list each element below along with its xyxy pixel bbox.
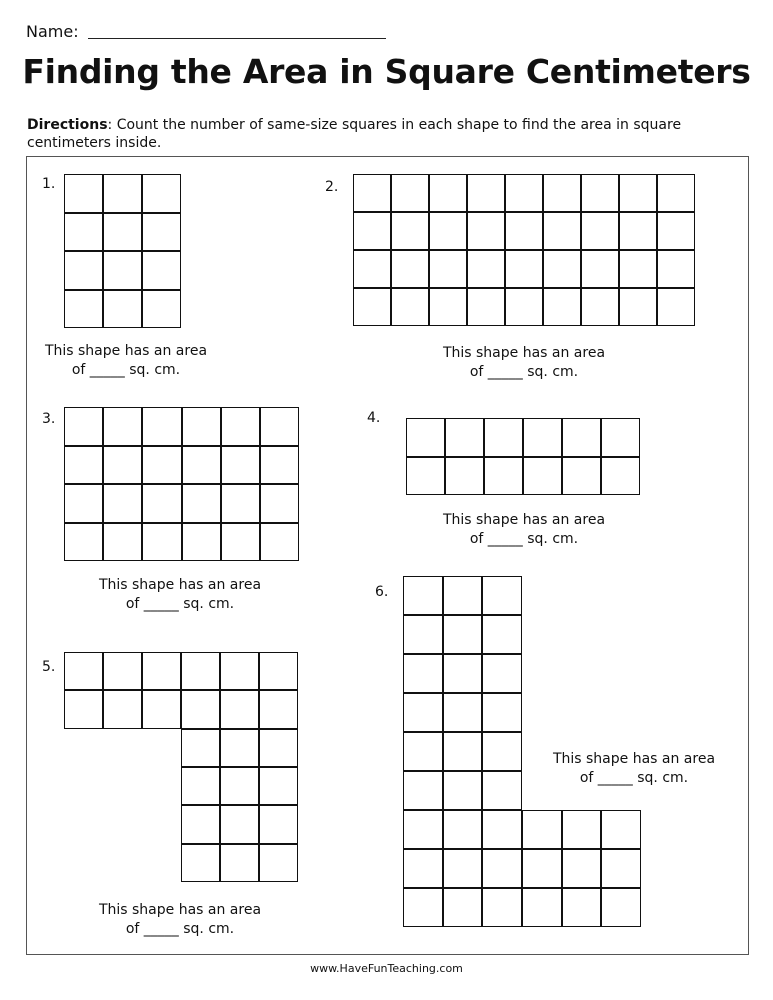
problem-2-grid — [353, 174, 695, 326]
grid-square — [220, 652, 259, 690]
grid-square — [142, 690, 181, 728]
grid-square — [64, 251, 103, 290]
caption-line-2: of _____ sq. cm. — [71, 362, 181, 378]
grid-blank — [64, 767, 103, 805]
grid-blank — [601, 576, 641, 615]
grid-square — [429, 288, 467, 326]
grid-square — [142, 484, 181, 523]
grid-square — [522, 849, 562, 888]
grid-square — [64, 407, 103, 446]
problem-1-grid — [64, 174, 181, 328]
grid-square — [182, 446, 221, 485]
grid-square — [259, 729, 298, 767]
grid-square — [406, 418, 445, 457]
caption-line-1: This shape has an area — [552, 751, 716, 767]
directions-text: : Count the number of same-size squares in each shape to find the area in square centimeters inside. — [27, 117, 682, 151]
grid-square — [445, 418, 484, 457]
grid-square — [64, 690, 103, 728]
grid-blank — [103, 844, 142, 882]
grid-square — [543, 288, 581, 326]
grid-blank — [64, 805, 103, 843]
grid-square — [103, 446, 142, 485]
grid-square — [482, 693, 522, 732]
grid-square — [467, 250, 505, 288]
grid-blank — [142, 729, 181, 767]
grid-square — [443, 771, 483, 810]
grid-square — [403, 576, 443, 615]
grid-square — [482, 771, 522, 810]
caption-line-1: This shape has an area — [442, 512, 606, 528]
footer-url: www.HaveFunTeaching.com — [310, 962, 463, 975]
grid-square — [353, 212, 391, 250]
problem-4-caption — [424, 511, 624, 549]
grid-square — [443, 615, 483, 654]
grid-square — [443, 654, 483, 693]
grid-square — [505, 250, 543, 288]
grid-square — [403, 888, 443, 927]
problem-5-number: 5. — [42, 659, 56, 675]
caption-line-1: This shape has an area — [98, 902, 262, 918]
grid-square — [482, 732, 522, 771]
caption-line-2: of _____ sq. cm. — [469, 364, 579, 380]
grid-square — [403, 810, 443, 849]
grid-square — [429, 212, 467, 250]
grid-square — [403, 693, 443, 732]
grid-square — [103, 407, 142, 446]
grid-square — [505, 212, 543, 250]
problem-2-number: 2. — [325, 179, 339, 195]
grid-square — [429, 250, 467, 288]
grid-blank — [562, 615, 602, 654]
grid-square — [259, 767, 298, 805]
grid-square — [467, 212, 505, 250]
grid-square — [103, 690, 142, 728]
grid-square — [403, 615, 443, 654]
grid-square — [581, 174, 619, 212]
grid-square — [619, 174, 657, 212]
grid-square — [221, 446, 260, 485]
grid-square — [562, 457, 601, 496]
grid-square — [142, 523, 181, 562]
grid-blank — [562, 576, 602, 615]
problem-5-grid — [64, 652, 298, 882]
grid-square — [182, 523, 221, 562]
caption-line-2: of _____ sq. cm. — [125, 921, 235, 937]
grid-blank — [522, 693, 562, 732]
grid-square — [445, 457, 484, 496]
grid-square — [657, 250, 695, 288]
grid-square — [142, 446, 181, 485]
problem-6-caption — [534, 750, 734, 788]
grid-square — [505, 174, 543, 212]
grid-square — [443, 810, 483, 849]
grid-square — [657, 288, 695, 326]
grid-blank — [103, 805, 142, 843]
grid-square — [181, 844, 220, 882]
problem-4-grid — [406, 418, 640, 495]
grid-square — [103, 652, 142, 690]
grid-square — [142, 251, 181, 290]
directions-label: Directions — [27, 117, 108, 133]
grid-square — [522, 810, 562, 849]
caption-line-1: This shape has an area — [442, 345, 606, 361]
grid-square — [64, 523, 103, 562]
grid-blank — [142, 844, 181, 882]
grid-square — [259, 652, 298, 690]
caption-line-1: This shape has an area — [44, 343, 208, 359]
grid-square — [260, 446, 299, 485]
problem-3-number: 3. — [42, 411, 56, 427]
grid-square — [484, 418, 523, 457]
grid-square — [142, 290, 181, 329]
grid-square — [523, 418, 562, 457]
grid-square — [443, 732, 483, 771]
grid-blank — [64, 729, 103, 767]
grid-blank — [601, 615, 641, 654]
grid-square — [259, 690, 298, 728]
grid-square — [181, 729, 220, 767]
grid-square — [181, 805, 220, 843]
grid-square — [406, 457, 445, 496]
grid-square — [353, 174, 391, 212]
grid-square — [142, 407, 181, 446]
grid-blank — [103, 767, 142, 805]
grid-square — [103, 213, 142, 252]
grid-square — [103, 484, 142, 523]
grid-square — [260, 523, 299, 562]
grid-square — [482, 654, 522, 693]
grid-square — [403, 771, 443, 810]
grid-square — [581, 212, 619, 250]
grid-blank — [601, 654, 641, 693]
grid-square — [562, 849, 602, 888]
grid-square — [482, 576, 522, 615]
grid-square — [467, 174, 505, 212]
grid-square — [443, 576, 483, 615]
grid-square — [581, 288, 619, 326]
directions — [27, 116, 742, 152]
grid-square — [403, 732, 443, 771]
grid-square — [482, 849, 522, 888]
grid-blank — [142, 767, 181, 805]
grid-square — [657, 174, 695, 212]
grid-square — [103, 174, 142, 213]
grid-square — [142, 652, 181, 690]
grid-square — [220, 805, 259, 843]
grid-square — [391, 212, 429, 250]
name-label: Name: — [26, 22, 79, 41]
grid-square — [64, 484, 103, 523]
grid-square — [220, 690, 259, 728]
grid-square — [429, 174, 467, 212]
grid-square — [619, 288, 657, 326]
grid-square — [562, 888, 602, 927]
grid-square — [443, 849, 483, 888]
grid-square — [142, 174, 181, 213]
grid-square — [619, 250, 657, 288]
grid-square — [103, 251, 142, 290]
grid-square — [64, 446, 103, 485]
grid-square — [601, 418, 640, 457]
caption-line-2: of _____ sq. cm. — [579, 770, 689, 786]
grid-square — [482, 810, 522, 849]
grid-blank — [522, 576, 562, 615]
problem-5-caption — [80, 901, 280, 939]
grid-square — [562, 810, 602, 849]
grid-square — [182, 484, 221, 523]
problem-1-number: 1. — [42, 176, 56, 192]
grid-square — [220, 844, 259, 882]
grid-square — [221, 407, 260, 446]
grid-square — [353, 288, 391, 326]
grid-square — [103, 290, 142, 329]
grid-square — [543, 174, 581, 212]
grid-square — [601, 457, 640, 496]
grid-square — [64, 213, 103, 252]
grid-square — [543, 212, 581, 250]
name-line[interactable] — [88, 38, 386, 39]
grid-square — [484, 457, 523, 496]
grid-square — [221, 523, 260, 562]
grid-square — [181, 767, 220, 805]
caption-line-2: of _____ sq. cm. — [469, 531, 579, 547]
grid-square — [619, 212, 657, 250]
page-title: Finding the Area in Square Centimeters — [22, 52, 751, 91]
grid-square — [260, 407, 299, 446]
grid-square — [391, 174, 429, 212]
problem-4-number: 4. — [367, 410, 381, 426]
grid-square — [64, 290, 103, 329]
grid-square — [505, 288, 543, 326]
grid-square — [181, 652, 220, 690]
grid-square — [601, 888, 641, 927]
grid-square — [482, 888, 522, 927]
grid-square — [657, 212, 695, 250]
grid-blank — [522, 615, 562, 654]
grid-square — [403, 849, 443, 888]
grid-square — [443, 888, 483, 927]
caption-line-2: of _____ sq. cm. — [125, 596, 235, 612]
grid-square — [601, 810, 641, 849]
grid-square — [482, 615, 522, 654]
grid-blank — [142, 805, 181, 843]
problem-3-grid — [64, 407, 299, 561]
grid-square — [103, 523, 142, 562]
grid-square — [543, 250, 581, 288]
grid-square — [562, 418, 601, 457]
grid-blank — [64, 844, 103, 882]
grid-blank — [562, 693, 602, 732]
grid-square — [391, 288, 429, 326]
grid-square — [443, 693, 483, 732]
grid-blank — [522, 654, 562, 693]
grid-square — [260, 484, 299, 523]
grid-square — [181, 690, 220, 728]
grid-blank — [601, 693, 641, 732]
grid-square — [391, 250, 429, 288]
grid-square — [259, 844, 298, 882]
grid-blank — [562, 654, 602, 693]
caption-line-1: This shape has an area — [98, 577, 262, 593]
grid-square — [523, 457, 562, 496]
grid-square — [467, 288, 505, 326]
grid-square — [142, 213, 181, 252]
grid-square — [221, 484, 260, 523]
grid-blank — [103, 729, 142, 767]
grid-square — [259, 805, 298, 843]
grid-square — [220, 729, 259, 767]
problem-3-caption — [80, 576, 280, 614]
grid-square — [182, 407, 221, 446]
grid-square — [353, 250, 391, 288]
grid-square — [64, 174, 103, 213]
grid-square — [220, 767, 259, 805]
grid-square — [64, 652, 103, 690]
problem-1-caption — [28, 342, 224, 380]
grid-square — [581, 250, 619, 288]
grid-square — [601, 849, 641, 888]
problem-2-caption — [424, 344, 624, 382]
problem-6-number: 6. — [375, 584, 389, 600]
grid-square — [403, 654, 443, 693]
grid-square — [522, 888, 562, 927]
